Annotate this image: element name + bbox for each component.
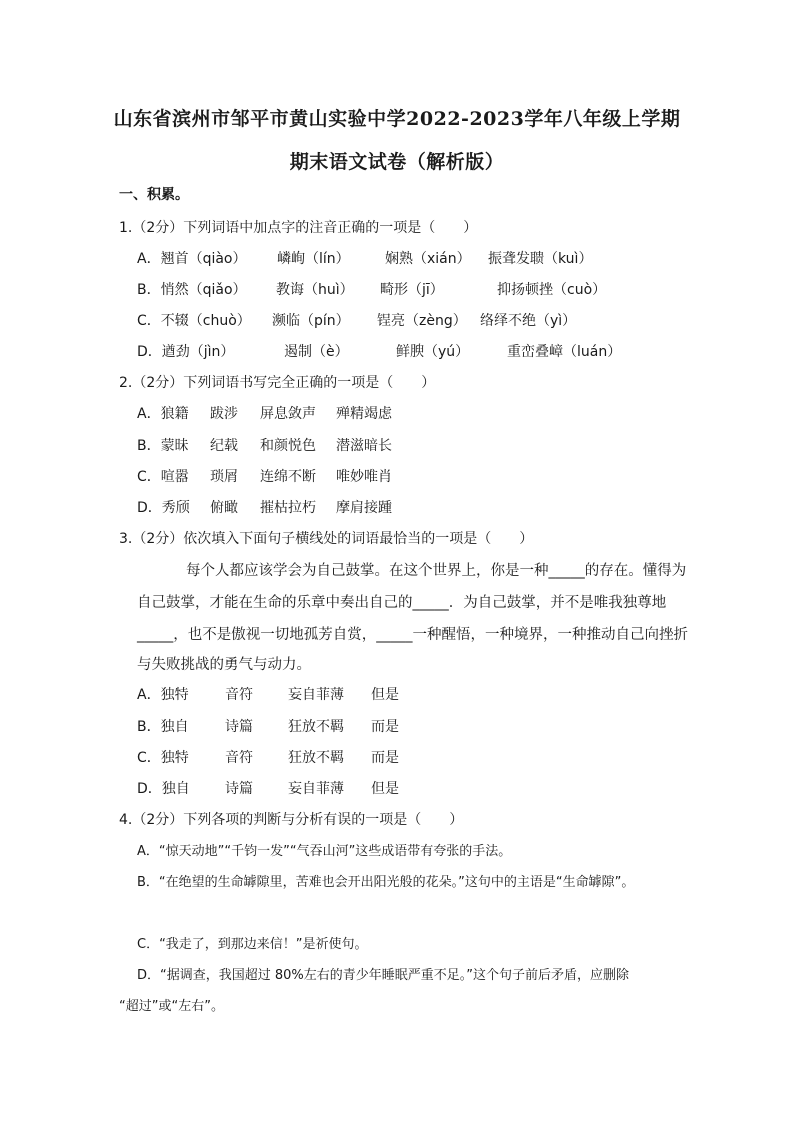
q3-passage-line: 每个人都应该学会为自己鼓掌。在这个世界上，你是一种_____的存在。懂得为 <box>186 563 687 579</box>
q4-option-d: D．“据调查，我国超过 80%左右的青少年睡眠严重不足。”这个句子前后矛盾，应删除 <box>137 968 630 983</box>
q3-passage-line: 自己鼓掌，才能在生命的乐章中奏出自己的_____．为自己鼓掌，并不是唯我独尊地 <box>137 595 667 611</box>
document-title-line-1: 山东省滨州市邹平市黄山实验中学2022-2023学年八年级上学期 <box>113 108 681 130</box>
q4-option-d-continued: “超过”或“左右”。 <box>119 999 224 1014</box>
q4-option-a: A．“惊天动地”“千钧一发”“气吞山河”这些成语带有夸张的手法。 <box>137 844 512 859</box>
q2-stem: 2.（2分）下列词语书写完全正确的一项是（ ） <box>119 375 436 391</box>
q1-stem: 1.（2分）下列词语中加点字的注音正确的一项是（ ） <box>119 220 478 236</box>
q4-option-c: C．“我走了，到那边来信！”是祈使句。 <box>137 937 368 952</box>
q3-passage-line: _____，也不是傲视一切地孤芳自赏，_____一种醒悟，一种境界，一种推动自己向挫折 <box>137 627 688 643</box>
q4-option-b: B．“在绝望的生命罅隙里，苦难也会开出阳光般的花朵。”这句中的主语是“生命罅隙”。 <box>137 875 635 890</box>
q3-stem: 3.（2分）依次填入下面句子横线处的词语最恰当的一项是（ ） <box>119 531 534 547</box>
q3-passage-line: 与失败挑战的勇气与动力。 <box>137 657 311 673</box>
section-heading: 一、积累。 <box>119 187 189 203</box>
q4-stem: 4.（2分）下列各项的判断与分析有误的一项是（ ） <box>119 812 464 828</box>
document-title-line-2: 期末语文试卷（解析版） <box>289 151 505 173</box>
